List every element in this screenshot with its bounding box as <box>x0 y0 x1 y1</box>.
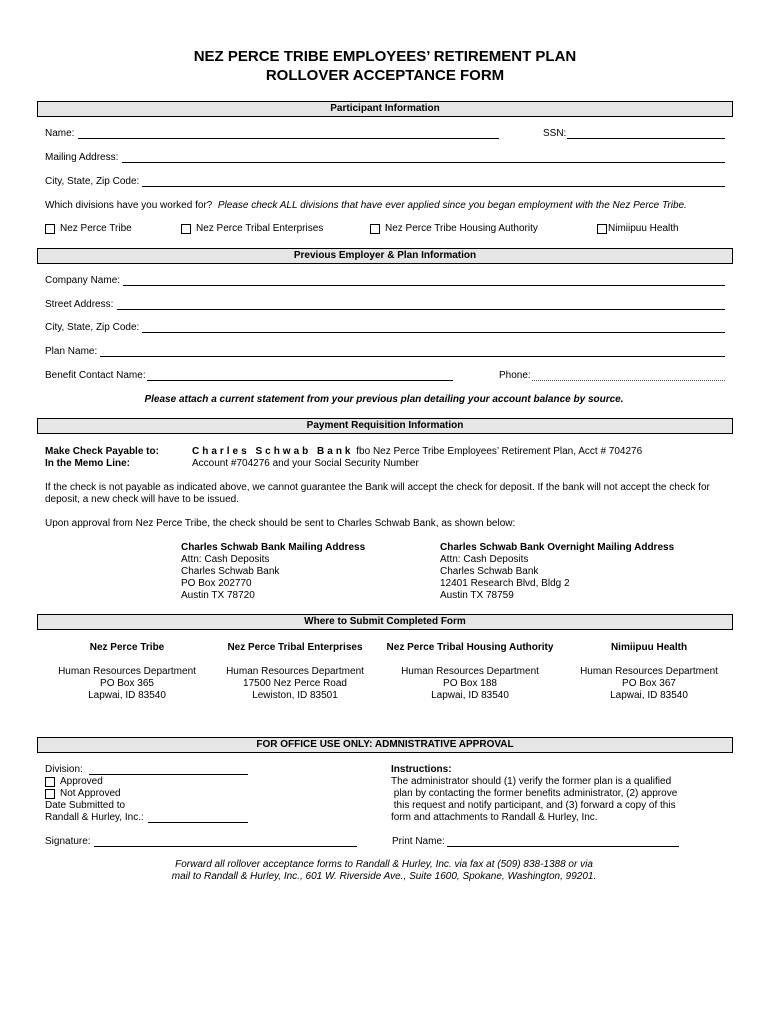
form-title-line2: ROLLOVER ACCEPTANCE FORM <box>265 67 505 84</box>
prev-city-state-zip-field[interactable] <box>142 332 725 333</box>
office-line: 17500 Nez Perce Road <box>243 678 347 689</box>
office-nimiipuu-health <box>564 642 734 702</box>
division-checkbox-nez-perce-tribe[interactable] <box>45 223 132 234</box>
overnight-line: 12401 Research Blvd, Bldg 2 <box>440 578 570 589</box>
mailing-heading: Charles Schwab Bank Mailing Address <box>181 542 366 553</box>
checkbox-icon[interactable] <box>597 224 607 234</box>
phone-field[interactable] <box>532 380 725 381</box>
name-label: Name: <box>45 128 75 139</box>
ssn-field[interactable] <box>567 138 725 139</box>
payment-section-header: Payment Requisition Information <box>37 418 733 434</box>
print-name-field[interactable] <box>447 846 679 847</box>
attach-statement-note: Please attach a current statement from your previous plan detailing your account balance by source. <box>144 394 624 405</box>
street-address-label: Street Address: <box>45 299 114 310</box>
divisions-question <box>45 200 687 212</box>
memo-value: Account #704276 and your Social Security Number <box>192 458 419 469</box>
office-instructions <box>391 764 731 824</box>
office-tribal-enterprises <box>210 642 380 702</box>
not-approved-label: Not Approved <box>60 788 121 799</box>
division-checkbox-housing-authority[interactable] <box>370 223 538 234</box>
checkbox-icon[interactable] <box>45 224 55 234</box>
participant-section-header: Participant Information <box>37 101 733 117</box>
instructions-line: plan by contacting the former benefits administrator, (2) approve <box>391 788 678 799</box>
office-name: Nez Perce Tribal Enterprises <box>227 642 363 653</box>
checkbox-icon[interactable] <box>181 224 191 234</box>
plan-name-label: Plan Name: <box>45 346 98 357</box>
mailing-line: Charles Schwab Bank <box>181 566 280 577</box>
office-line: Human Resources Department <box>226 666 364 677</box>
office-line: PO Box 188 <box>443 678 497 689</box>
overnight-line: Austin TX 78759 <box>440 590 514 601</box>
not-approved-checkbox[interactable] <box>45 788 121 799</box>
make-check-payable-label: Make Check Payable to: <box>45 446 159 457</box>
checkbox-icon[interactable] <box>45 789 55 799</box>
submit-section-header: Where to Submit Completed Form <box>37 614 733 630</box>
office-line: Human Resources Department <box>58 666 196 677</box>
approved-checkbox[interactable] <box>45 776 103 787</box>
checkbox-icon[interactable] <box>370 224 380 234</box>
division-label: Nimiipuu Health <box>608 223 679 234</box>
city-state-zip-label: City, State, Zip Code: <box>45 176 140 187</box>
instructions-line: this request and notify participant, and (3) forward a copy of this <box>391 800 676 811</box>
office-line: PO Box 365 <box>100 678 154 689</box>
overnight-heading: Charles Schwab Bank Overnight Mailing Address <box>440 542 675 553</box>
benefit-contact-label: Benefit Contact Name: <box>45 370 146 381</box>
office-line: Lapwai, ID 83540 <box>610 690 688 701</box>
schwab-mailing-address <box>181 542 411 602</box>
approved-label: Approved <box>60 776 103 787</box>
office-line: Human Resources Department <box>401 666 539 677</box>
division-label: Division: <box>45 764 83 775</box>
payee-value <box>192 446 642 458</box>
instructions-line: form and attachments to Randall & Hurley, Inc. <box>391 812 598 823</box>
signature-field[interactable] <box>94 846 357 847</box>
footer-line2: mail to Randall & Hurley, Inc., 601 W. Riverside Ave., Suite 1600, Spokane, Washington, 99201. <box>171 871 597 882</box>
date-submitted-field[interactable] <box>148 822 248 823</box>
signature-label: Signature: <box>45 836 91 847</box>
city-state-zip-field[interactable] <box>142 186 725 187</box>
company-name-label: Company Name: <box>45 275 121 286</box>
office-line: Human Resources Department <box>580 666 718 677</box>
previous-employer-section-header: Previous Employer & Plan Information <box>37 248 733 264</box>
office-nez-perce-tribe <box>42 642 212 702</box>
ssn-label: SSN: <box>543 128 567 139</box>
division-label: Nez Perce Tribe <box>60 223 132 234</box>
division-field[interactable] <box>89 774 248 775</box>
mailing-address-field[interactable] <box>122 162 725 163</box>
footer-line1: Forward all rollover acceptance forms to Randall & Hurley, Inc. via fax at (509) 838-1388 or via <box>175 859 593 870</box>
name-field[interactable] <box>78 138 499 139</box>
print-name-label: Print Name: <box>392 836 445 847</box>
office-housing-authority <box>385 642 555 702</box>
division-label: Nez Perce Tribal Enterprises <box>196 223 324 234</box>
office-line: Lapwai, ID 83540 <box>431 690 509 701</box>
schwab-overnight-address <box>440 542 730 602</box>
plan-name-field[interactable] <box>100 356 725 357</box>
instructions-heading: Instructions: <box>391 764 452 775</box>
phone-label: Phone: <box>499 370 531 381</box>
date-submitted-label: Date Submitted to <box>45 800 126 811</box>
office-name: Nimiipuu Health <box>610 642 688 653</box>
prev-city-state-zip-label: City, State, Zip Code: <box>45 322 140 333</box>
randall-hurley-label: Randall & Hurley, Inc.: <box>45 812 144 823</box>
overnight-line: Attn: Cash Deposits <box>440 554 529 565</box>
office-line: PO Box 367 <box>622 678 676 689</box>
check-warning-text: If the check is not payable as indicated above, we cannot guarantee the Bank will accept the check for deposit. If the bank will not accept the check for deposit, a new check will have to be issued. <box>45 482 710 505</box>
payee-bank-name: Charles Schwab Bank <box>192 446 354 457</box>
memo-line-label: In the Memo Line: <box>45 458 130 469</box>
overnight-line: Charles Schwab Bank <box>440 566 539 577</box>
benefit-contact-field[interactable] <box>147 380 453 381</box>
divisions-question-text: Which divisions have you worked for? <box>45 200 213 211</box>
division-checkbox-nimiipuu-health[interactable] <box>597 223 679 234</box>
form-title-line1: NEZ PERCE TRIBE EMPLOYEES’ RETIREMENT PLAN <box>193 48 577 65</box>
payee-details: fbo Nez Perce Tribe Employees’ Retirement Plan, Acct # 704276 <box>353 446 643 457</box>
division-checkbox-tribal-enterprises[interactable] <box>181 223 323 234</box>
division-label: Nez Perce Tribe Housing Authority <box>385 223 538 234</box>
mailing-line: Attn: Cash Deposits <box>181 554 270 565</box>
instructions-line: The administrator should (1) verify the former plan is a qualified <box>391 776 672 787</box>
mailing-line: Austin TX 78720 <box>181 590 255 601</box>
office-name: Nez Perce Tribe <box>89 642 165 653</box>
office-line: Lewiston, ID 83501 <box>252 690 338 701</box>
company-name-field[interactable] <box>123 285 725 286</box>
street-address-field[interactable] <box>117 309 725 310</box>
office-line: Lapwai, ID 83540 <box>88 690 166 701</box>
mailing-line: PO Box 202770 <box>181 578 252 589</box>
approval-note: Upon approval from Nez Perce Tribe, the check should be sent to Charles Schwab Bank, as shown below: <box>45 518 516 529</box>
office-use-section-header: FOR OFFICE USE ONLY: ADMNISTRATIVE APPROVAL <box>37 737 733 753</box>
checkbox-icon[interactable] <box>45 777 55 787</box>
office-name: Nez Perce Tribal Housing Authority <box>386 642 554 653</box>
divisions-instruction: Please check ALL divisions that have ever applied since you began employment with the Nez Perce Tribe. <box>217 200 687 211</box>
mailing-address-label: Mailing Address: <box>45 152 119 163</box>
